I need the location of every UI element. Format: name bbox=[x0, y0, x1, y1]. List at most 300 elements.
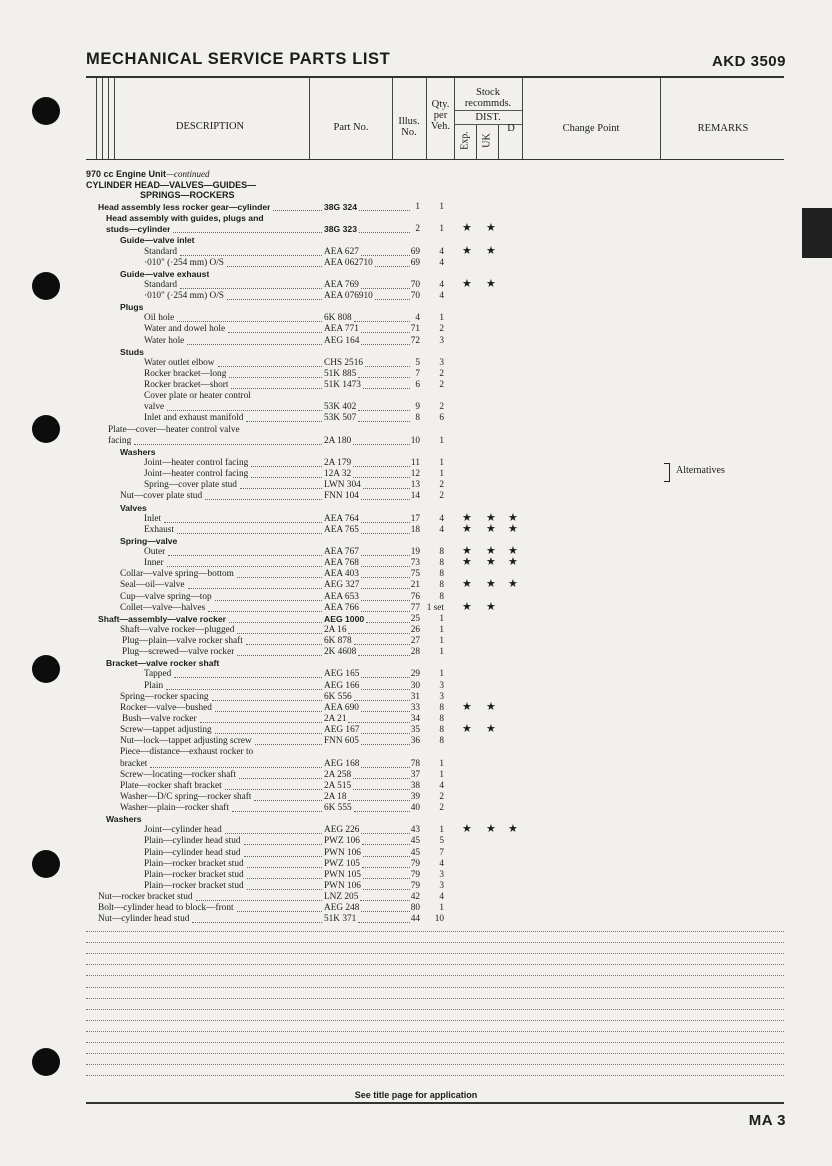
dot-leader bbox=[358, 421, 410, 422]
quantity: 1 bbox=[439, 458, 444, 468]
part-number: 51K 371 bbox=[324, 914, 357, 924]
dot-leader bbox=[358, 922, 410, 923]
dot-leader bbox=[218, 366, 322, 367]
illus-number: 75 bbox=[410, 569, 420, 579]
dot-leader bbox=[246, 644, 322, 645]
col-stock bbox=[454, 87, 522, 109]
stock-uk-star-icon: ★ bbox=[486, 278, 496, 290]
part-description: Nut—lock—tappet adjusting screw bbox=[120, 736, 252, 746]
part-description: Plain—cylinder head stud bbox=[144, 848, 241, 858]
illus-number: 36 bbox=[410, 736, 420, 746]
part-number: 51K 1473 bbox=[324, 380, 361, 390]
dot-leader bbox=[237, 911, 322, 912]
part-number: AEA 653 bbox=[324, 592, 359, 602]
part-description: Studs bbox=[120, 347, 144, 357]
part-description: Valves bbox=[120, 503, 147, 513]
quantity: 4 bbox=[439, 280, 444, 290]
dot-leader bbox=[232, 811, 322, 812]
part-description: Plug—plain—valve rocker shaft bbox=[122, 636, 243, 646]
section-name: 970 cc Engine Unit bbox=[86, 169, 167, 179]
dot-leader bbox=[229, 377, 322, 378]
part-description: Washers bbox=[106, 814, 142, 824]
part-number: AEG 165 bbox=[324, 669, 360, 679]
alternatives-bracket bbox=[664, 463, 670, 482]
dot-leader bbox=[361, 911, 410, 912]
dot-leader bbox=[363, 889, 410, 890]
part-description: Seal—oil—valve bbox=[120, 580, 185, 590]
dot-leader bbox=[227, 299, 322, 300]
dot-leader bbox=[361, 533, 410, 534]
column-divider bbox=[309, 78, 310, 159]
blank-rule-line bbox=[86, 942, 784, 943]
dot-leader bbox=[361, 767, 410, 768]
dot-leader bbox=[247, 889, 322, 890]
part-number: 53K 507 bbox=[324, 413, 357, 423]
illus-number: 6 bbox=[415, 380, 420, 390]
stock-d-star-icon: ★ bbox=[508, 512, 518, 524]
dot-leader bbox=[215, 711, 322, 712]
dot-leader bbox=[358, 410, 410, 411]
footer-note: See title page for application bbox=[354, 1090, 478, 1100]
blank-rule-line bbox=[86, 964, 784, 965]
column-divider bbox=[476, 124, 477, 159]
dot-leader bbox=[247, 878, 322, 879]
part-number: AEG 226 bbox=[324, 825, 360, 835]
quantity: 1 bbox=[439, 636, 444, 646]
illus-number: 9 bbox=[415, 402, 420, 412]
dot-leader bbox=[354, 811, 410, 812]
part-number: 2A 16 bbox=[324, 625, 347, 635]
part-description: Head assembly with guides, plugs and bbox=[106, 213, 264, 223]
dot-leader bbox=[246, 421, 322, 422]
part-number: AEA 076910 bbox=[324, 291, 373, 301]
part-number: PWN 105 bbox=[324, 870, 361, 880]
dot-leader bbox=[361, 566, 410, 567]
illus-number: 19 bbox=[410, 547, 420, 557]
illus-number: 39 bbox=[410, 792, 420, 802]
part-number: PWZ 106 bbox=[324, 836, 360, 846]
quantity: 1 bbox=[439, 647, 444, 657]
dot-leader bbox=[167, 566, 322, 567]
dot-leader bbox=[166, 689, 322, 690]
stock-rule bbox=[454, 110, 522, 111]
part-number: AEG 164 bbox=[324, 336, 360, 346]
part-number: 2A 180 bbox=[324, 436, 352, 446]
part-number: AEA 771 bbox=[324, 324, 359, 334]
dot-leader bbox=[273, 210, 322, 211]
stock-uk-star-icon: ★ bbox=[486, 701, 496, 713]
binder-hole bbox=[32, 415, 60, 443]
section-continued: —continued bbox=[166, 169, 210, 179]
dot-leader bbox=[192, 922, 322, 923]
stock-exp-star-icon: ★ bbox=[462, 723, 472, 735]
part-description: Screw—tappet adjusting bbox=[120, 725, 212, 735]
dot-leader bbox=[363, 488, 410, 489]
part-number: LNZ 205 bbox=[324, 892, 359, 902]
part-number: AEA 690 bbox=[324, 703, 359, 713]
blank-rule-line bbox=[86, 1009, 784, 1010]
binder-hole bbox=[32, 1048, 60, 1076]
illus-number: 35 bbox=[410, 725, 420, 735]
col-illus-line: No. bbox=[401, 127, 417, 138]
part-number: AEA 767 bbox=[324, 547, 359, 557]
dot-leader bbox=[227, 266, 322, 267]
quantity: 1 bbox=[439, 202, 444, 212]
quantity: 8 bbox=[439, 714, 444, 724]
illus-number: 11 bbox=[411, 458, 420, 468]
part-description: Standard bbox=[144, 247, 178, 257]
dot-leader bbox=[363, 878, 410, 879]
col-qty bbox=[427, 99, 454, 132]
dot-leader bbox=[375, 266, 410, 267]
quantity: 1 bbox=[439, 825, 444, 835]
part-description: ·010" (·254 mm) O/S bbox=[144, 291, 224, 301]
dot-leader bbox=[215, 600, 322, 601]
illus-number: 1 bbox=[415, 202, 420, 212]
dot-leader bbox=[244, 856, 322, 857]
illus-number: 7 bbox=[415, 369, 420, 379]
dot-leader bbox=[353, 789, 410, 790]
dot-leader bbox=[365, 366, 410, 367]
part-number: AEG 167 bbox=[324, 725, 360, 735]
stock-exp-star-icon: ★ bbox=[462, 245, 472, 257]
part-description: Cover plate or heater control bbox=[144, 391, 251, 401]
quantity: 2 bbox=[439, 380, 444, 390]
dot-leader bbox=[363, 388, 410, 389]
illus-number: 14 bbox=[410, 491, 420, 501]
footer-rule bbox=[86, 1102, 784, 1104]
dot-leader bbox=[361, 522, 410, 523]
dot-leader bbox=[228, 332, 322, 333]
part-description: Washers bbox=[120, 447, 156, 457]
illus-number: 71 bbox=[410, 324, 420, 334]
blank-rule-line bbox=[86, 931, 784, 932]
stock-exp-star-icon: ★ bbox=[462, 701, 472, 713]
dot-leader bbox=[353, 444, 410, 445]
part-description: Exhaust bbox=[144, 525, 174, 535]
part-number: LWN 304 bbox=[324, 480, 361, 490]
col-description: DESCRIPTION bbox=[175, 121, 245, 132]
col-illus-no bbox=[394, 116, 424, 138]
part-number: AEG 248 bbox=[324, 903, 360, 913]
dot-leader bbox=[188, 588, 322, 589]
illus-number: 38 bbox=[410, 781, 420, 791]
stock-exp-star-icon: ★ bbox=[462, 601, 472, 613]
part-number: CHS 2516 bbox=[324, 358, 364, 368]
dot-leader bbox=[180, 288, 322, 289]
part-description: Joint—heater control facing bbox=[144, 469, 249, 479]
quantity: 3 bbox=[439, 358, 444, 368]
quantity: 4 bbox=[439, 892, 444, 902]
dot-leader bbox=[361, 344, 410, 345]
part-description: studs—cylinder bbox=[106, 224, 171, 234]
part-number: FNN 605 bbox=[324, 736, 359, 746]
stock-d-star-icon: ★ bbox=[508, 523, 518, 535]
binder-hole bbox=[32, 272, 60, 300]
part-number: AEA 062710 bbox=[324, 258, 373, 268]
stock-uk-star-icon: ★ bbox=[486, 545, 496, 557]
part-number: 6K 808 bbox=[324, 313, 352, 323]
dot-leader bbox=[174, 677, 322, 678]
dot-leader bbox=[361, 588, 410, 589]
col-qty-line: Qty. bbox=[431, 99, 450, 110]
stock-uk-star-icon: ★ bbox=[486, 512, 496, 524]
dot-leader bbox=[354, 321, 410, 322]
part-number: AEA 764 bbox=[324, 514, 359, 524]
quantity: 2 bbox=[439, 369, 444, 379]
dot-leader bbox=[237, 655, 322, 656]
part-number: AEA 769 bbox=[324, 280, 359, 290]
part-description: Bolt—cylinder head to block—front bbox=[98, 903, 234, 913]
column-divider bbox=[660, 78, 661, 159]
dot-leader bbox=[247, 867, 322, 868]
illus-number: 79 bbox=[410, 870, 420, 880]
dot-leader bbox=[361, 577, 410, 578]
col-d: D bbox=[507, 123, 515, 134]
part-number: 6K 878 bbox=[324, 636, 352, 646]
dot-leader bbox=[187, 344, 322, 345]
part-description: Piece—distance—exhaust rocker to bbox=[120, 747, 254, 757]
quantity: 8 bbox=[439, 736, 444, 746]
dot-leader bbox=[348, 722, 410, 723]
dot-leader bbox=[361, 288, 410, 289]
dot-leader bbox=[359, 232, 410, 233]
illus-number: 25 bbox=[410, 614, 420, 624]
col-stock-line: Stock bbox=[476, 87, 500, 98]
quantity: 2 bbox=[439, 324, 444, 334]
part-description: Collet—valve—halves bbox=[120, 603, 206, 613]
stock-uk-star-icon: ★ bbox=[486, 556, 496, 568]
dot-leader bbox=[361, 711, 410, 712]
quantity: 1 bbox=[439, 224, 444, 234]
dot-leader bbox=[353, 778, 410, 779]
stock-d-star-icon: ★ bbox=[508, 823, 518, 835]
dot-leader bbox=[358, 655, 410, 656]
col-exp: Exp. bbox=[459, 131, 471, 150]
part-description: Guide—valve inlet bbox=[120, 235, 195, 245]
blank-rule-line bbox=[86, 1053, 784, 1054]
dot-leader bbox=[168, 555, 322, 556]
stock-uk-star-icon: ★ bbox=[486, 723, 496, 735]
quantity: 1 bbox=[439, 625, 444, 635]
dot-leader bbox=[164, 522, 322, 523]
stock-exp-star-icon: ★ bbox=[462, 823, 472, 835]
column-divider bbox=[114, 78, 115, 159]
part-description: Tapped bbox=[144, 669, 172, 679]
dot-leader bbox=[134, 444, 322, 445]
part-number: AEA 403 bbox=[324, 569, 359, 579]
column-divider bbox=[108, 78, 109, 159]
dot-leader bbox=[177, 533, 322, 534]
illus-number: 33 bbox=[410, 703, 420, 713]
dot-leader bbox=[180, 255, 322, 256]
quantity: 1 bbox=[439, 313, 444, 323]
illus-number: 73 bbox=[410, 558, 420, 568]
illus-number: 30 bbox=[410, 681, 420, 691]
part-description: Head assembly less rocker gear—cylinder bbox=[98, 202, 271, 212]
illus-number: 8 bbox=[415, 413, 420, 423]
quantity: 8 bbox=[439, 569, 444, 579]
col-qty-line: Veh. bbox=[431, 121, 450, 132]
section-subtitle: SPRINGS—ROCKERS bbox=[140, 190, 235, 200]
page-number: MA 3 bbox=[748, 1112, 786, 1129]
illus-number: 70 bbox=[410, 291, 420, 301]
part-description: Screw—locating—rocker shaft bbox=[120, 770, 236, 780]
part-description: Nut—rocker bracket stud bbox=[98, 892, 193, 902]
dot-leader bbox=[239, 778, 322, 779]
quantity: 3 bbox=[439, 881, 444, 891]
header-top-rule bbox=[86, 76, 784, 78]
part-description: Inner bbox=[144, 558, 164, 568]
blank-rule-line bbox=[86, 975, 784, 976]
stock-exp-star-icon: ★ bbox=[462, 578, 472, 590]
illus-number: 34 bbox=[410, 714, 420, 724]
illus-number: 37 bbox=[410, 770, 420, 780]
dot-leader bbox=[353, 477, 410, 478]
part-number: 53K 402 bbox=[324, 402, 357, 412]
stock-uk-star-icon: ★ bbox=[486, 222, 496, 234]
illus-number: 45 bbox=[410, 848, 420, 858]
part-description: Water outlet elbow bbox=[144, 358, 215, 368]
part-description: Collar—valve spring—bottom bbox=[120, 569, 234, 579]
quantity: 4 bbox=[439, 514, 444, 524]
part-number: AEA 765 bbox=[324, 525, 359, 535]
part-description: Plug—screwed—valve rocker bbox=[122, 647, 235, 657]
illus-number: 78 bbox=[410, 759, 420, 769]
quantity: 8 bbox=[439, 547, 444, 557]
part-description: bracket bbox=[120, 759, 148, 769]
part-description: Oil hole bbox=[144, 313, 175, 323]
dot-leader bbox=[237, 577, 322, 578]
part-description: Water hole bbox=[144, 336, 185, 346]
dot-leader bbox=[359, 210, 410, 211]
part-number: AEG 327 bbox=[324, 580, 360, 590]
dot-leader bbox=[254, 800, 322, 801]
dot-leader bbox=[362, 844, 410, 845]
illus-number: 42 bbox=[410, 892, 420, 902]
stock-exp-star-icon: ★ bbox=[462, 523, 472, 535]
illus-number: 79 bbox=[410, 859, 420, 869]
quantity: 1 bbox=[439, 903, 444, 913]
stock-exp-star-icon: ★ bbox=[462, 222, 472, 234]
quantity: 3 bbox=[439, 336, 444, 346]
binder-hole bbox=[32, 850, 60, 878]
quantity: 6 bbox=[439, 413, 444, 423]
part-description: Inlet and exhaust manifold bbox=[144, 413, 244, 423]
dot-leader bbox=[361, 255, 410, 256]
part-description: Guide—valve exhaust bbox=[120, 269, 210, 279]
document-ref: AKD 3509 bbox=[711, 53, 786, 70]
part-number: 2K 4608 bbox=[324, 647, 357, 657]
col-illus-line: Illus. bbox=[398, 116, 420, 127]
illus-number: 77 bbox=[410, 603, 420, 613]
stock-exp-star-icon: ★ bbox=[462, 545, 472, 557]
quantity: 1 bbox=[439, 759, 444, 769]
dot-leader bbox=[244, 844, 322, 845]
col-stock-line: recommds. bbox=[464, 98, 512, 109]
quantity: 3 bbox=[439, 692, 444, 702]
illus-number: 13 bbox=[410, 480, 420, 490]
col-qty-line: per bbox=[433, 110, 448, 121]
illus-number: 17 bbox=[410, 514, 420, 524]
part-description: Plain—rocker bracket stud bbox=[144, 870, 244, 880]
part-description: Rocker bracket—long bbox=[144, 369, 227, 379]
part-description: Outer bbox=[144, 547, 166, 557]
part-number: AEA 627 bbox=[324, 247, 359, 257]
dot-leader bbox=[361, 611, 410, 612]
quantity: 2 bbox=[439, 402, 444, 412]
illus-number: 2 bbox=[415, 224, 420, 234]
quantity: 1 set bbox=[426, 603, 444, 613]
quantity: 3 bbox=[439, 870, 444, 880]
part-description: Rocker bracket—short bbox=[144, 380, 229, 390]
part-description: Spring—cover plate stud bbox=[144, 480, 237, 490]
remark-alternatives: Alternatives bbox=[676, 465, 725, 476]
column-divider bbox=[102, 78, 103, 159]
dot-leader bbox=[366, 622, 410, 623]
quantity: 4 bbox=[439, 859, 444, 869]
part-description: Washer—plain—rocker shaft bbox=[120, 803, 229, 813]
illus-number: 21 bbox=[410, 580, 420, 590]
quantity: 8 bbox=[439, 558, 444, 568]
illus-number: 29 bbox=[410, 669, 420, 679]
part-number: 2A 21 bbox=[324, 714, 347, 724]
blank-rule-line bbox=[86, 1064, 784, 1065]
part-description: Plain bbox=[144, 681, 164, 691]
illus-number: 45 bbox=[410, 836, 420, 846]
blank-rule-line bbox=[86, 987, 784, 988]
part-description: Plain—rocker bracket stud bbox=[144, 859, 244, 869]
stock-exp-star-icon: ★ bbox=[462, 512, 472, 524]
part-number: 2A 258 bbox=[324, 770, 352, 780]
quantity: 10 bbox=[434, 914, 444, 924]
illus-number: 28 bbox=[410, 647, 420, 657]
quantity: 1 bbox=[439, 770, 444, 780]
dot-leader bbox=[348, 800, 410, 801]
dot-leader bbox=[361, 733, 410, 734]
header-bottom-rule bbox=[86, 159, 784, 160]
part-description: Plain—rocker bracket stud bbox=[144, 881, 244, 891]
part-number: PWN 106 bbox=[324, 881, 361, 891]
part-description: Water and dowel hole bbox=[144, 324, 226, 334]
quantity: 7 bbox=[439, 848, 444, 858]
dot-leader bbox=[237, 633, 322, 634]
part-description: Joint—cylinder head bbox=[144, 825, 222, 835]
part-description: Plugs bbox=[120, 302, 144, 312]
illus-number: 26 bbox=[410, 625, 420, 635]
dot-leader bbox=[354, 700, 410, 701]
stock-uk-star-icon: ★ bbox=[486, 578, 496, 590]
part-description: Plate—cover—heater control valve bbox=[108, 425, 240, 435]
quantity: 4 bbox=[439, 781, 444, 791]
dot-leader bbox=[240, 488, 322, 489]
quantity: 2 bbox=[439, 803, 444, 813]
part-number: PWZ 105 bbox=[324, 859, 360, 869]
illus-number: 69 bbox=[410, 247, 420, 257]
illus-number: 27 bbox=[410, 636, 420, 646]
dot-leader bbox=[196, 900, 322, 901]
illus-number: 31 bbox=[410, 692, 420, 702]
part-number: AEG 166 bbox=[324, 681, 360, 691]
illus-number: 44 bbox=[410, 914, 420, 924]
illus-number: 80 bbox=[410, 903, 420, 913]
quantity: 4 bbox=[439, 525, 444, 535]
dot-leader bbox=[225, 833, 322, 834]
part-number: 2A 179 bbox=[324, 458, 352, 468]
dot-leader bbox=[173, 232, 322, 233]
part-description: Nut—cylinder head stud bbox=[98, 914, 190, 924]
stock-uk-star-icon: ★ bbox=[486, 245, 496, 257]
